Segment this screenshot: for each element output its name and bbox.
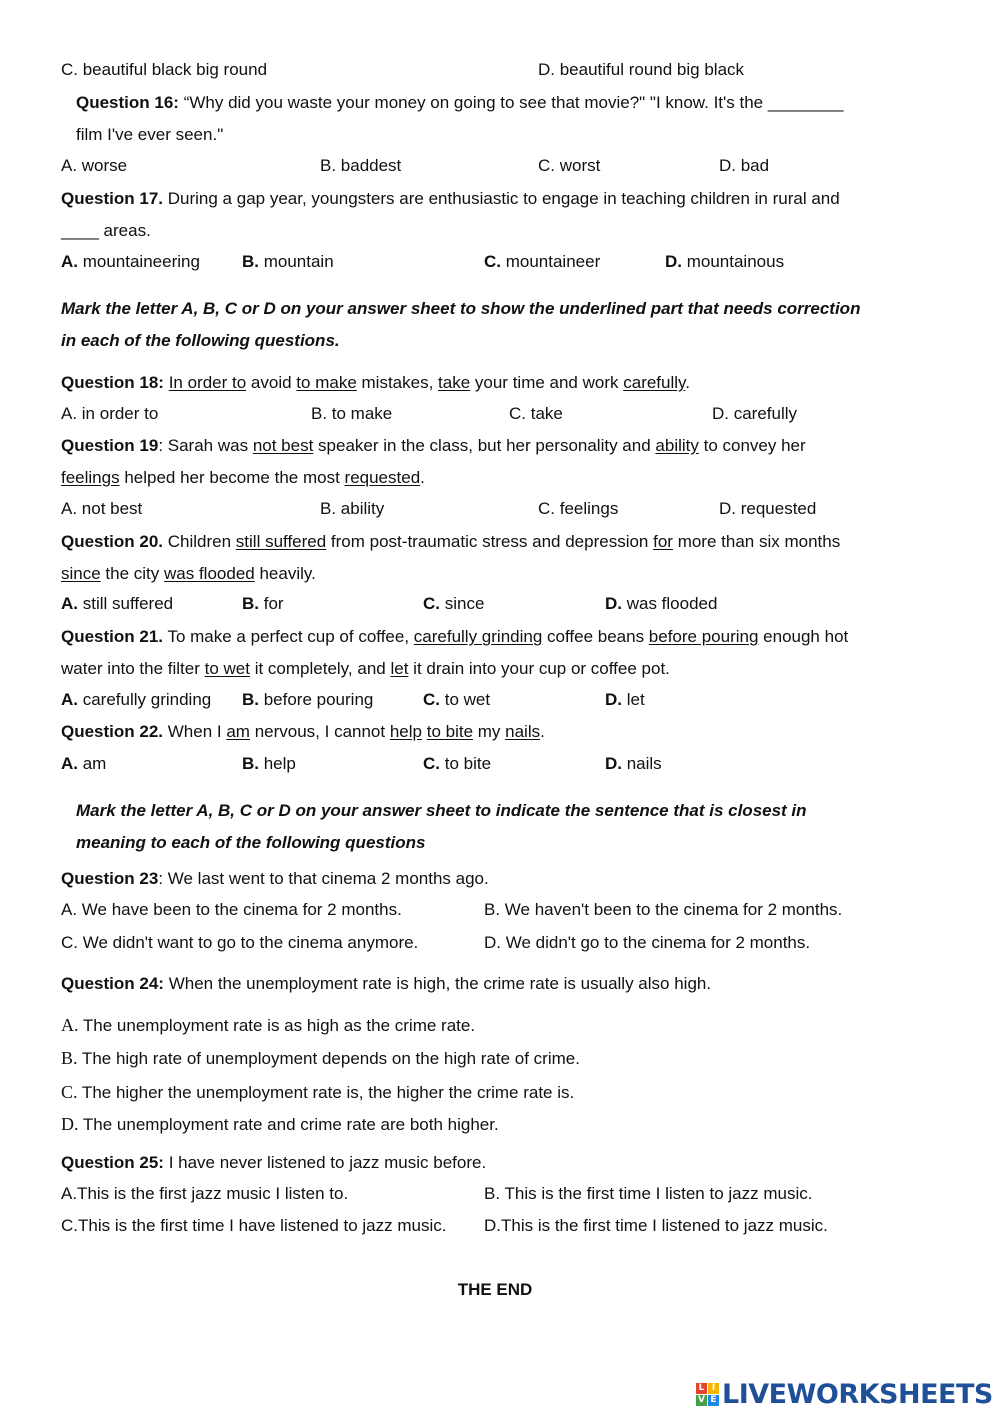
underlined-part: let — [390, 659, 409, 678]
underlined-part: not best — [252, 436, 314, 455]
q24-option-d[interactable]: D. The unemployment rate and crime rate are both higher. — [61, 1114, 499, 1134]
question-16-cont: film I've ever seen." — [76, 125, 224, 144]
q25-option-a[interactable]: A.This is the first jazz music I listen to. — [61, 1184, 349, 1203]
q23-option-a[interactable]: A. We have been to the cinema for 2 months. — [61, 900, 402, 919]
q17-option-b[interactable]: B. mountain — [242, 252, 334, 271]
q16-option-c[interactable]: C. worst — [538, 156, 601, 175]
question-23: Question 23: We last went to that cinema 2 months ago. — [61, 869, 489, 888]
q16-option-a[interactable]: A. worse — [61, 156, 128, 175]
question-17-cont: ____ areas. — [61, 221, 151, 240]
q16-option-d[interactable]: D. bad — [719, 156, 770, 175]
underlined-part: nails — [505, 722, 541, 741]
q22-option-d[interactable]: D. nails — [605, 754, 662, 773]
q22-option-c[interactable]: C. to bite — [423, 754, 492, 773]
underlined-part: to wet — [204, 659, 250, 678]
underlined-part: carefully grinding — [413, 627, 543, 646]
q21-option-a[interactable]: A. carefully grinding — [61, 690, 212, 709]
question-24: Question 24: When the unemployment rate is high, the crime rate is usually also high. — [61, 974, 712, 993]
q20-option-d[interactable]: D. was flooded — [605, 594, 718, 613]
question-19: Question 19: Sarah was not best speaker in the class, but her personality and ability to convey her — [61, 436, 806, 455]
instruction-error-identification-cont: in each of the following questions. — [61, 331, 340, 350]
q17-option-d[interactable]: D. mountainous — [665, 252, 785, 271]
q21-option-d[interactable]: D. let — [605, 690, 645, 709]
q25-option-b[interactable]: B. This is the first time I listen to jazz music. — [484, 1184, 813, 1203]
q25-option-c[interactable]: C.This is the first time I have listened to jazz music. — [61, 1216, 447, 1235]
q19-option-a[interactable]: A. not best — [61, 499, 143, 518]
q23-option-b[interactable]: B. We haven't been to the cinema for 2 months. — [484, 900, 843, 919]
underlined-part: help — [389, 722, 422, 741]
question-label: Question 17. — [61, 189, 164, 208]
question-19-cont: feelings helped her become the most requested. — [61, 468, 425, 487]
underlined-part: carefully — [623, 373, 686, 392]
question-17 — [61, 188, 840, 210]
liveworksheets-logo-icon: L I V E — [696, 1383, 719, 1406]
underlined-part: still suffered — [235, 532, 327, 551]
q22-option-b[interactable]: B. help — [242, 754, 296, 773]
underlined-part: for — [653, 532, 673, 551]
question-text: “Why did you waste your money on going to see that movie?" "I know. It's the ________ — [178, 93, 844, 112]
underlined-part: requested — [344, 468, 421, 487]
question-18: Question 18: In order to avoid to make mistakes, take your time and work carefully. — [61, 373, 691, 392]
instruction-closest-meaning-cont: meaning to each of the following questions — [76, 833, 426, 852]
underlined-part: to make — [296, 373, 357, 392]
q17-option-c[interactable]: C. mountaineer — [484, 252, 601, 271]
q23-option-d[interactable]: D. We didn't go to the cinema for 2 months. — [484, 933, 811, 952]
end-heading: THE END — [457, 1280, 533, 1299]
q18-option-c[interactable]: C. take — [509, 404, 563, 423]
q24-option-b[interactable]: B. The high rate of unemployment depends on the high rate of crime. — [61, 1048, 580, 1068]
underlined-part: In order to — [168, 373, 247, 392]
q25-option-d[interactable]: D.This is the first time I listened to jazz music. — [484, 1216, 828, 1235]
instruction-closest-meaning: Mark the letter A, B, C or D on your answer sheet to indicate the sentence that is closest in — [76, 801, 807, 820]
question-text: During a gap year, youngsters are enthusiastic to engage in teaching children in rural and — [163, 189, 840, 208]
underlined-part: since — [61, 564, 101, 583]
question-20-cont: since the city was flooded heavily. — [61, 564, 316, 583]
question-21: Question 21. To make a perfect cup of coffee, carefully grinding coffee beans before pouring enough hot — [61, 627, 849, 646]
underlined-part: ability — [655, 436, 699, 455]
q23-option-c[interactable]: C. We didn't want to go to the cinema anymore. — [61, 933, 419, 952]
q18-option-a[interactable]: A. in order to — [61, 404, 159, 423]
q17-option-a[interactable]: A. mountaineering — [61, 252, 200, 271]
underlined-part: take — [438, 373, 471, 392]
q19-option-d[interactable]: D. requested — [719, 499, 817, 518]
q21-option-b[interactable]: B. before pouring — [242, 690, 374, 709]
question-22: Question 22. When I am nervous, I cannot help to bite my nails. — [61, 722, 545, 741]
q21-option-c[interactable]: C. to wet — [423, 690, 491, 709]
question-label: Question 16: — [76, 93, 179, 112]
question-16 — [76, 92, 844, 114]
underlined-part: was flooded — [164, 564, 255, 583]
liveworksheets-logo-text: LIVEWORKSHEETS — [722, 1378, 993, 1410]
q18-option-d[interactable]: D. carefully — [712, 404, 798, 423]
q15-option-c[interactable]: C. beautiful black big round — [61, 60, 268, 79]
question-20: Question 20. Children still suffered from post-traumatic stress and depression for more than six months — [61, 532, 841, 551]
q19-option-c[interactable]: C. feelings — [538, 499, 619, 518]
q24-option-c[interactable]: C. The higher the unemployment rate is, the higher the crime rate is. — [61, 1082, 575, 1102]
q18-option-b[interactable]: B. to make — [311, 404, 393, 423]
underlined-part: am — [226, 722, 250, 741]
instruction-error-identification: Mark the letter A, B, C or D on your answer sheet to show the underlined part that needs correction — [61, 299, 861, 318]
liveworksheets-logo[interactable] — [696, 1374, 993, 1414]
q19-option-b[interactable]: B. ability — [320, 499, 385, 518]
q20-option-c[interactable]: C. since — [423, 594, 485, 613]
underlined-part: to bite — [426, 722, 474, 741]
q24-option-a[interactable]: A. The unemployment rate is as high as the crime rate. — [61, 1015, 476, 1035]
question-21-cont: water into the filter to wet it completely, and let it drain into your cup or coffee pot. — [61, 659, 670, 678]
question-25: Question 25: I have never listened to jazz music before. — [61, 1153, 487, 1172]
underlined-part: feelings — [61, 468, 120, 487]
q22-option-a[interactable]: A. am — [61, 754, 107, 773]
q20-option-a[interactable]: A. still suffered — [61, 594, 174, 613]
q15-option-d[interactable]: D. beautiful round big black — [538, 60, 745, 79]
underlined-part: before pouring — [648, 627, 759, 646]
q16-option-b[interactable]: B. baddest — [320, 156, 402, 175]
q20-option-b[interactable]: B. for — [242, 594, 284, 613]
